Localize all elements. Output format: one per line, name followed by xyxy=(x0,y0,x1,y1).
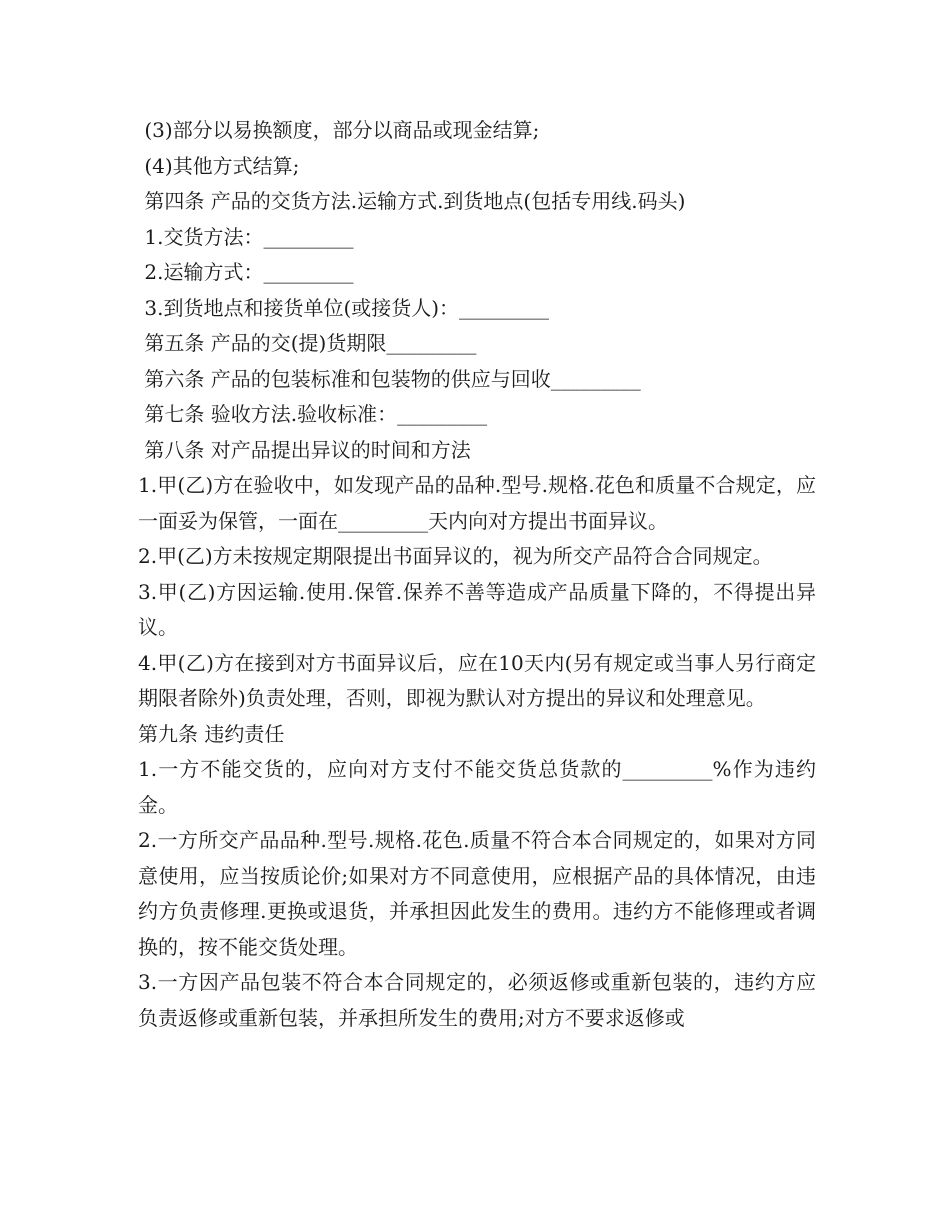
article-9-clause-3: 3.一方因产品包装不符合本合同规定的，必须返修或重新包装的，违约方应负责返修或重新包装，并承担所发生的费用;对方不要求返修或 xyxy=(138,970,816,1030)
article-8-clause-3: 3.甲(乙)方因运输.使用.保管.保养不善等造成产品质量下降的，不得提出异议。 xyxy=(138,579,816,639)
article-5-heading: 第五条 产品的交(提)货期限_________ xyxy=(138,331,477,355)
article-9-clause-1: 1.一方不能交货的，应向对方支付不能交货总货款的_________%作为违约金。 xyxy=(138,757,816,817)
delivery-method-field: 1.交货方法：_________ xyxy=(138,224,354,249)
article-8-heading: 第八条 对产品提出异议的时间和方法 xyxy=(138,437,471,462)
article-9-heading: 第九条 违约责任 xyxy=(138,721,285,746)
article-8-clause-4: 4.甲(乙)方在接到对方书面异议后，应在10天内(另有规定或当事人另行商定期限者除外)负责处理，否则，即视为默认对方提出的异议和处理意见。 xyxy=(138,650,816,710)
text-line-settlement-3: (3)部分以易换额度，部分以商品或现金结算; xyxy=(138,118,540,142)
document-body xyxy=(138,113,816,1036)
article-4-heading: 第四条 产品的交货方法.运输方式.到货地点(包括专用线.码头) xyxy=(138,189,686,213)
text-line-settlement-4: (4)其他方式结算; xyxy=(138,153,300,178)
article-8-clause-1: 1.甲(乙)方在验收中，如发现产品的品种.型号.规格.花色和质量不合规定，应一面妥为保管，一面在_________天内向对方提出书面异议。 xyxy=(138,473,816,533)
article-9-clause-2: 2.一方所交产品品种.型号.规格.花色.质量不符合本合同规定的，如果对方同意使用，应当按质论价;如果对方不同意使用，应根据产品的具体情况，由违约方负责修理.更换或退货，并承担因此发生的费用。违约方不能修理或者调换的，按不能交货处理。 xyxy=(138,828,816,959)
delivery-location-field: 3.到货地点和接货单位(或接货人)：_________ xyxy=(138,295,550,320)
transport-method-field: 2.运输方式：_________ xyxy=(138,260,354,284)
article-8-clause-2: 2.甲(乙)方未按规定期限提出书面异议的，视为所交产品符合合同规定。 xyxy=(138,544,773,568)
article-6-heading: 第六条 产品的包装标准和包装物的供应与回收_________ xyxy=(138,366,641,391)
article-7-heading: 第七条 验收方法.验收标准：_________ xyxy=(138,402,488,426)
